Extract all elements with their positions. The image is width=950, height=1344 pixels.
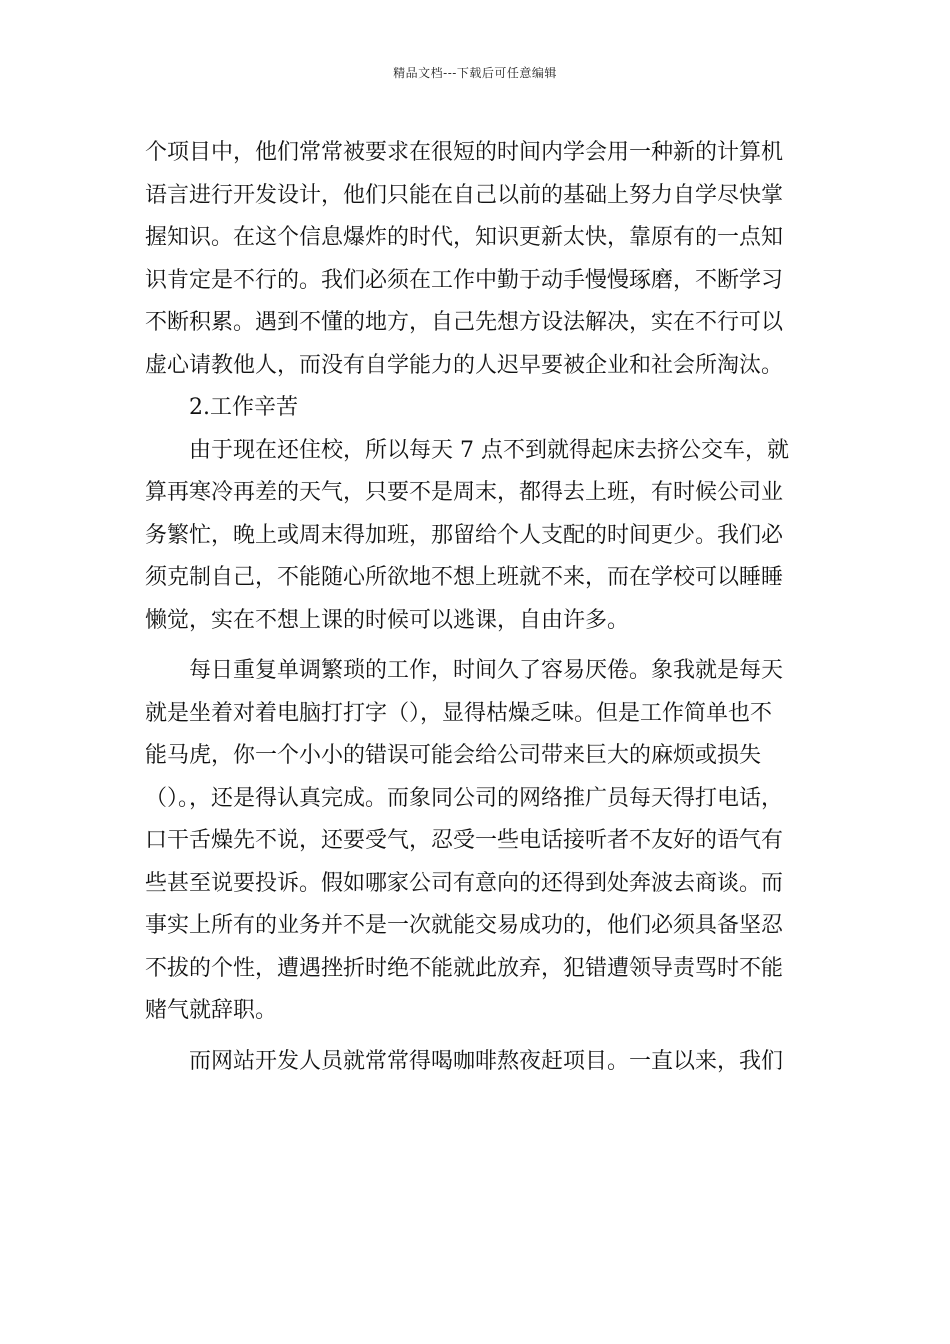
page-header: 精品文档---下载后可任意编辑 — [393, 66, 557, 80]
text-line: 虚心请教他人，而没有自学能力的人迟早要被企业和社会所淘汰。 — [145, 352, 784, 378]
text-line: 口干舌燥先不说，还要受气，忍受一些电话接听者不友好的语气有 — [145, 828, 784, 853]
text-line: 赌气就辞职。 — [145, 998, 278, 1023]
paragraph-start-line: 每日重复单调繁琐的工作，时间久了容易厌倦。象我就是每天 — [189, 658, 784, 683]
text-line: 不拔的个性，遭遇挫折时绝不能就此放弃，犯错遭领导责骂时不能 — [145, 955, 784, 981]
text-line: （）。，还是得认真完成。而象同公司的网络推广员每天得打电话， — [145, 785, 784, 811]
text-line: 算再寒冷再差的天气，只要不是周末，都得去上班，有时候公司业 — [145, 480, 784, 505]
text-line: 务繁忙，晚上或周末得加班，那留给个人支配的时间更少。我们必 — [145, 522, 784, 548]
paragraph-start-line: 而网站开发人员就常常得喝咖啡熬夜赶项目。一直以来，我们 — [189, 1048, 784, 1074]
text-line: 识肯定是不行的。我们必须在工作中勤于动手慢慢琢磨，不断学习 — [145, 267, 784, 293]
text-line: 个项目中，他们常常被要求在很短的时间内学会用一种新的计算机 — [145, 140, 784, 165]
text-line: 握知识。在这个信息爆炸的时代，知识更新太快，靠原有的一点知 — [145, 225, 784, 250]
section-heading: 2.工作辛苦 — [189, 395, 298, 420]
text-line: 能马虎，你一个小小的错误可能会给公司带来巨大的麻烦或损失 — [145, 743, 762, 768]
text-line: 语言进行开发设计，他们只能在自己以前的基础上努力自学尽快掌 — [145, 182, 784, 208]
text-line: 须克制自己，不能随心所欲地不想上班就不来，而在学校可以睡睡 — [145, 565, 784, 590]
text-line: 事实上所有的业务并不是一次就能交易成功的，他们必须具备坚忍 — [145, 913, 784, 938]
text-line: 懒觉，实在不想上课的时候可以逃课，自由许多。 — [145, 607, 630, 633]
text-line: 不断积累。遇到不懂的地方，自己先想方设法解决，实在不行可以 — [145, 310, 784, 335]
paragraph-start-line: 由于现在还住校，所以每天 7 点不到就得起床去挤公交车，就 — [189, 437, 789, 463]
paragraph-gap — [145, 1033, 810, 1041]
body-text — [145, 132, 810, 1083]
text-line: 就是坐着对着电脑打打字（），显得枯燥乏味。但是工作简单也不 — [145, 700, 773, 726]
paragraph-gap — [145, 642, 810, 650]
text-line: 些甚至说要投诉。假如哪家公司有意向的还得到处奔波去商谈。而 — [145, 870, 784, 896]
